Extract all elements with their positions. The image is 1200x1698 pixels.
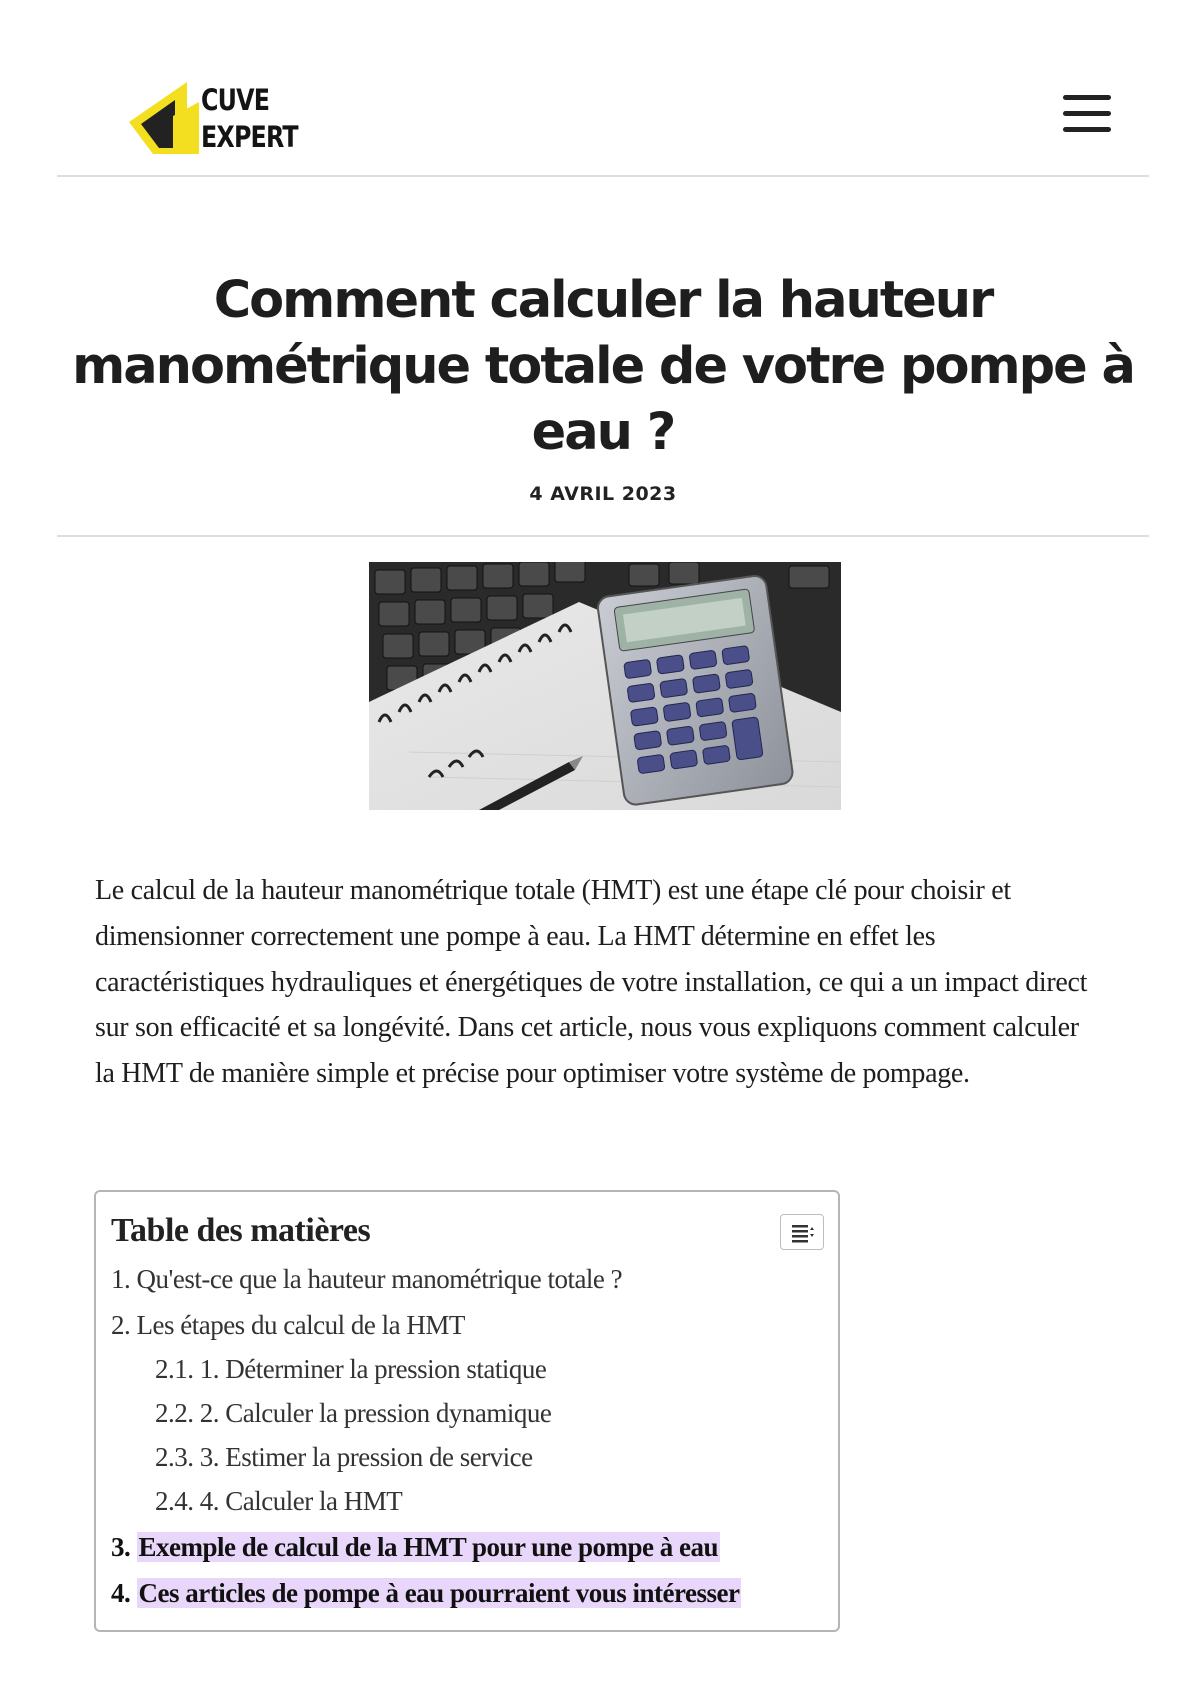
toc-item-number: 2. (111, 1310, 131, 1340)
logo-mark-icon (129, 82, 201, 154)
calculator-keyboard-illustration (369, 562, 841, 810)
toc-item-link[interactable]: 1. Déterminer la pression statique (199, 1354, 547, 1384)
toc-item-1[interactable] (111, 1264, 622, 1295)
toc-item-2-4[interactable] (155, 1486, 402, 1517)
article-date: 4 AVRIL 2023 (529, 483, 677, 505)
toc-item-number: 2.1. (155, 1354, 194, 1384)
toc-item-number: 2.3. (155, 1442, 194, 1472)
hero-image-calculator (369, 562, 841, 810)
table-of-contents (94, 1190, 840, 1632)
logo-line-2: EXPERT (201, 120, 298, 154)
toc-item-2-1[interactable] (155, 1354, 546, 1385)
site-logo[interactable] (129, 82, 299, 154)
toc-item-link[interactable]: Exemple de calcul de la HMT pour une pompe à eau (138, 1532, 719, 1562)
toc-item-link[interactable]: 2. Calculer la pression dynamique (199, 1398, 552, 1428)
toc-item-3[interactable] (111, 1532, 720, 1563)
toc-item-number: 3. (111, 1532, 131, 1562)
hamburger-icon (1063, 111, 1111, 116)
logo-line-1: CUVE (201, 83, 270, 117)
toc-item-2-3[interactable] (155, 1442, 533, 1473)
article-title: Comment calculer la hauteur manométrique totale de votre pompe à eau ? (72, 271, 1134, 462)
toc-item-number: 2.2. (155, 1398, 194, 1428)
toc-item-number: 2.4. (155, 1486, 194, 1516)
menu-button[interactable] (1063, 95, 1111, 133)
toc-item-number: 4. (111, 1578, 131, 1608)
logo-text (201, 82, 298, 156)
toc-item-link[interactable]: Qu'est-ce que la hauteur manométrique totale ? (136, 1264, 623, 1294)
hamburger-icon (1063, 95, 1111, 100)
toc-title: Table des matières (111, 1212, 371, 1249)
toc-item-link[interactable]: Ces articles de pompe à eau pourraient vous intéresser (138, 1578, 740, 1608)
site-header (57, 0, 1149, 177)
toc-item-link[interactable]: Les étapes du calcul de la HMT (136, 1310, 465, 1340)
toc-item-number: 1. (111, 1264, 131, 1294)
toc-item-link[interactable]: 4. Calculer la HMT (199, 1486, 403, 1516)
article-intro: Le calcul de la hauteur manométrique totale (HMT) est une étape clé pour choisir et dimensionner correctement une pompe à eau. La HMT détermine en effet les caractéristiques hydrauliques et énergétiques de votre installation, ce qui a un impact direct sur son efficacité et sa longévité. Dans cet article, nous vous expliquons comment calculer la HMT de manière simple et précise pour optimiser votre système de pompage. (95, 875, 1088, 1090)
toc-list (96, 1192, 838, 1630)
toc-item-2-2[interactable] (155, 1398, 551, 1429)
toc-item-link[interactable]: 3. Estimer la pression de service (199, 1442, 533, 1472)
toc-item-2[interactable] (111, 1310, 465, 1341)
toc-item-4[interactable] (111, 1578, 741, 1609)
hamburger-icon (1063, 127, 1111, 132)
title-divider (57, 535, 1149, 537)
